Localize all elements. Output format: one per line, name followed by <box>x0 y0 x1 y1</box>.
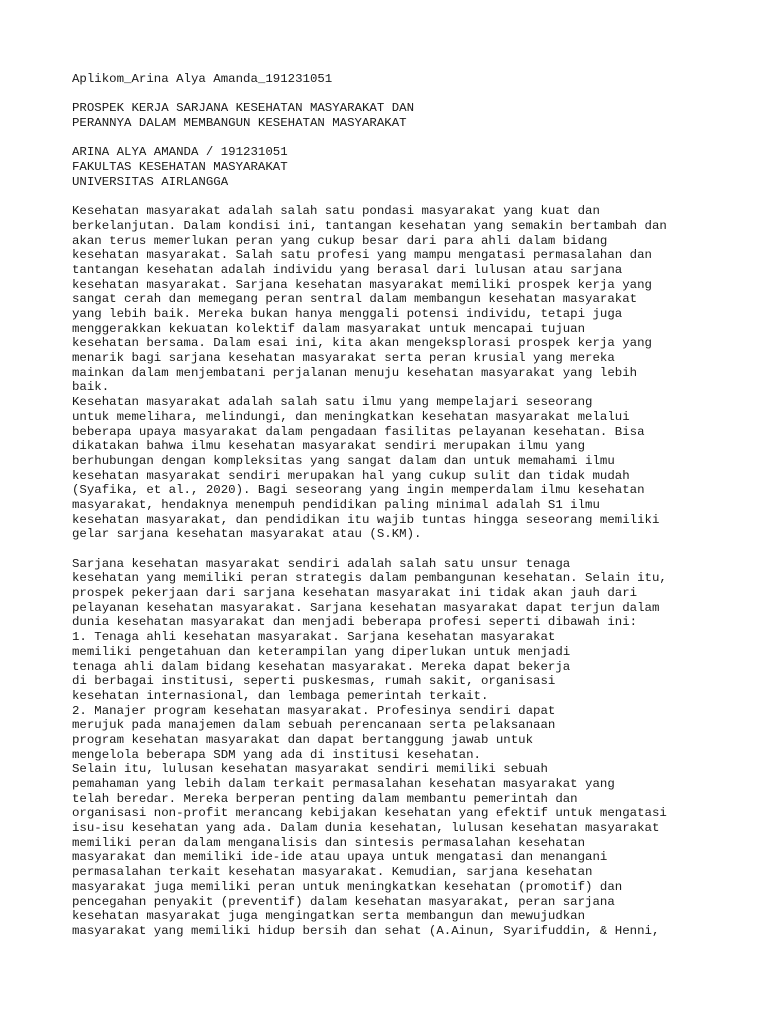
body-text-line: merujuk pada manajemen dalam sebuah perencanaan serta pelaksanaan <box>72 718 556 733</box>
body-text-line: beberapa upaya masyarakat dalam pengadaan fasilitas pelayanan kesehatan. Bisa <box>72 424 645 439</box>
body-text-line: memiliki pengetahuan dan keterampilan yang diperlukan untuk menjadi <box>72 644 571 659</box>
body-text-line: mainkan dalam menjembatani perjalanan menuju kesehatan masyarakat yang lebih <box>72 365 638 380</box>
body-text-line: kesehatan masyarakat sendiri merupakan hal yang cukup sulit dan tidak mudah <box>72 468 630 483</box>
document-page <box>72 72 692 939</box>
body-text-line: gelar sarjana kesehatan masyarakat atau (S.KM). <box>72 527 422 542</box>
file-label: Aplikom_Arina Alya Amanda_191231051 <box>72 72 333 86</box>
body-text-line: masyarakat yang memiliki hidup bersih dan sehat (A.Ainun, Syarifuddin, & Henni, <box>72 923 660 938</box>
body-text-line: tenaga ahli dalam bidang kesehatan masyarakat. Mereka dapat bekerja <box>72 659 571 674</box>
body-text-line: pelayanan kesehatan masyarakat. Sarjana kesehatan masyarakat dapat terjun dalam <box>72 600 660 615</box>
body-text-line: yang lebih baik. Mereka bukan hanya menggali potensi individu, tetapi juga <box>72 307 623 321</box>
body-text-line: organisasi non-profit merancang kebijakan kesehatan yang efektif untuk mengatasi <box>72 806 667 821</box>
author-block <box>72 145 692 189</box>
body-text-line: baik. <box>72 380 110 395</box>
body-text-line: menarik bagi sarjana kesehatan masyarakat serta peran krusial yang mereka <box>72 351 615 366</box>
body-text-line: di berbagai institusi, seperti puskesmas, rumah sakit, organisasi <box>72 674 556 689</box>
body-text-line: masyarakat dan memiliki ide-ide atau upaya untuk mengatasi dan menangani <box>72 850 608 865</box>
body-text-line: (Syafika, et al., 2020). Bagi seseorang yang ingin memperdalam ilmu kesehatan <box>72 483 645 498</box>
author-name-id: ARINA ALYA AMANDA / 191231051 <box>72 145 288 160</box>
body-text-line: prospek pekerjaan dari sarjana kesehatan masyarakat ini tidak akan jauh dari <box>72 586 638 601</box>
body-text-line: masyarakat juga memiliki peran untuk meningkatkan kesehatan (promotif) dan <box>72 879 623 894</box>
document-title <box>72 101 692 130</box>
body-text-line: tantangan kesehatan adalah individu yang berasal dari lulusan atau sarjana <box>72 262 623 277</box>
body-text-line: kesehatan masyarakat. Salah satu profesi yang mampu mengatasi permasalahan dan <box>72 248 652 263</box>
body-paragraph-2 <box>72 557 692 939</box>
title-line: PERANNYA DALAM MEMBANGUN KESEHATAN MASYARAKAT <box>72 116 407 131</box>
body-text-line: kesehatan masyarakat juga mengingatkan serta membangun dan mewujudkan <box>72 909 586 924</box>
body-text-line: memiliki peran dalam menganalisis dan sintesis permasalahan kesehatan <box>72 835 586 850</box>
body-text-line: telah beredar. Mereka berperan penting dalam membantu pemerintah dan <box>72 791 578 806</box>
body-text-line: dunia kesehatan masyarakat dan menjadi beberapa profesi seperti dibawah ini: <box>72 615 638 630</box>
body-text-line: kesehatan masyarakat, dan pendidikan itu wajib tuntas hingga seseorang memiliki <box>72 512 660 527</box>
spacer <box>72 190 692 205</box>
spacer <box>72 131 692 146</box>
body-text-line: kesehatan internasional, dan lembaga pemerintah terkait. <box>72 688 489 703</box>
title-line: PROSPEK KERJA SARJANA KESEHATAN MASYARAKAT DAN <box>72 101 415 116</box>
body-text-line: permasalahan terkait kesehatan masyarakat. Kemudian, sarjana kesehatan <box>72 865 593 880</box>
body-text-line: akan terus memerlukan peran yang cukup besar dari para ahli dalam bidang <box>72 233 608 248</box>
body-text-line: untuk memelihara, melindungi, dan meningkatkan kesehatan masyarakat melalui <box>72 409 630 424</box>
body-text-line: Kesehatan masyarakat adalah salah satu pondasi masyarakat yang kuat dan <box>72 204 600 219</box>
body-text-line: sangat cerah dan memegang peran sentral dalam membangun kesehatan masyarakat <box>72 292 638 307</box>
body-text-line: Sarjana kesehatan masyarakat sendiri adalah salah satu unsur tenaga <box>72 556 571 571</box>
body-text-line: pencegahan penyakit (preventif) dalam kesehatan masyarakat, peran sarjana <box>72 894 615 909</box>
body-text-line: kesehatan yang memiliki peran strategis dalam pembangunan kesehatan. Selain itu, <box>72 571 667 586</box>
body-text-line: pemahaman yang lebih dalam terkait permasalahan kesehatan masyarakat yang <box>72 777 615 791</box>
body-text-line: program kesehatan masyarakat dan dapat bertanggung jawab untuk <box>72 732 534 747</box>
body-text-line: 1. Tenaga ahli kesehatan masyarakat. Sarjana kesehatan masyarakat <box>72 630 556 645</box>
body-text-line: berkelanjutan. Dalam kondisi ini, tantangan kesehatan yang semakin bertambah dan <box>72 218 667 233</box>
body-paragraph-1 <box>72 204 692 542</box>
body-text-line: 2. Manajer program kesehatan masyarakat. Profesinya sendiri dapat <box>72 703 556 718</box>
body-text-line: mengelola beberapa SDM yang ada di institusi kesehatan. <box>72 747 481 762</box>
author-university: UNIVERSITAS AIRLANGGA <box>72 174 229 189</box>
body-text-line: dikatakan bahwa ilmu kesehatan masyarakat sendiri merupakan ilmu yang <box>72 439 586 454</box>
author-faculty: FAKULTAS KESEHATAN MASYARAKAT <box>72 160 288 175</box>
body-text-line: Kesehatan masyarakat adalah salah satu ilmu yang mempelajari seseorang <box>72 395 593 410</box>
body-text-line: Selain itu, lulusan kesehatan masyarakat sendiri memiliki sebuah <box>72 762 548 777</box>
body-text-line: masyarakat, hendaknya menempuh pendidikan paling minimal adalah S1 ilmu <box>72 497 600 512</box>
body-text-line: isu-isu kesehatan yang ada. Dalam dunia kesehatan, lulusan kesehatan masyarakat <box>72 821 660 836</box>
body-text-line: menggerakkan kekuatan kolektif dalam masyarakat untuk mencapai tujuan <box>72 321 586 336</box>
spacer <box>72 542 692 557</box>
body-text-line: kesehatan bersama. Dalam esai ini, kita akan mengeksplorasi prospek kerja yang <box>72 336 652 351</box>
body-text-line: berhubungan dengan kompleksitas yang sangat dalam dan untuk memahami ilmu <box>72 453 615 468</box>
body-text-line: kesehatan masyarakat. Sarjana kesehatan masyarakat memiliki prospek kerja yang <box>72 277 652 292</box>
spacer <box>72 87 692 102</box>
